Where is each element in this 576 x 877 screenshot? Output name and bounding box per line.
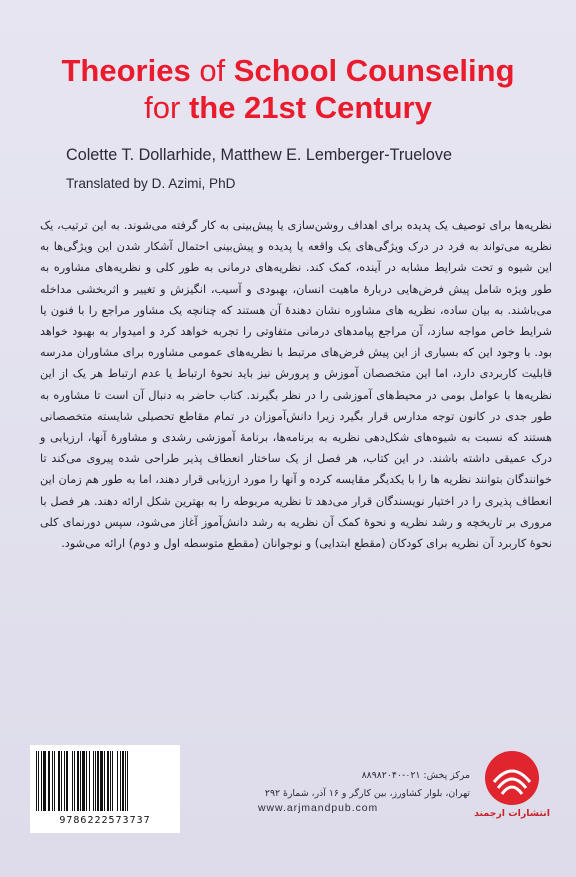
book-title [0, 52, 576, 126]
title-word-of: of [199, 53, 234, 88]
title-word-theories: Theories [61, 53, 200, 88]
isbn-barcode [30, 745, 180, 833]
title-line-1 [0, 52, 576, 89]
publisher-website: www.arjmandpub.com [258, 803, 379, 814]
book-description: نظریه‌ها برای توصیف یک پدیده برای اهداف روشن‌سازی یا پیش‌بینی به کار گرفته می‌شوند. به این ترتیب، یک نظریه می‌تواند به فرد در درک ویژگی‌های یک واقعه یا پدیده و پیش‌بینی احتمال آشکار شدن این ویژگی‌ها به این شیوه و تحت شرایط مشابه در آینده، کمک کند. نظریه‌های درمانی به طور کلی و نظریه‌های مشاوره به طور ویژه شامل پیش فرض‌هایی دربارهٔ ماهیت انسان، بهبودی و آسیب، انگیزش و تغییر و اثربخشی مداخله می‌باشند. به بیان ساده، نظریه های مشاوره نشان دهندهٔ آن هستند که چنانچه یک مشاور مراجع را با فنون یا شرایط خاص مواجه سازد، آن مراجع پیامدهای درمانی متفاوتی را تجربه خواهد کرد و امیدوار به بهبود خواهد بود. با وجود این که بسیاری از این پیش فرض‌های مرتبط با نظریه‌های عمومی مشاوره برای مشاوران مدرسه قابلیت کاربردی دارد، اما این متخصصان آموزش و پرورش نیز باید نحوهٔ ارتباط یا عدم ارتباط هر یک از این نظریه‌ها با عوامل بومی در محیط‌های آموزشی را در نظر بگیرند. کتاب حاضر به دنبال آن است تا مشاوره به طور جدی در کانون توجه مدارس قرار بگیرد زیرا دانش‌آموزان در تمام مقاطع تحصیلی شایسته متخصصانی هستند که نسبت به شیوه‌های شکل‌دهی نظریه به برنامه‌ها، برنامهٔ آموزشی رشدی و مشاورهٔ آنها، ارزیابی و درک عمیقی داشته باشند. در این کتاب، هر فصل از یک ساختار انعطاف پذیر طراحی شده پیروی می‌کند تا خوانندگان بتوانند نظریه ها را با یکدیگر مقایسه کرده و آنها را مورد ارزیابی قرار دهند، اما به طور هم زمان این انعطاف پذیری را در اختیار نویسندگان قرار می‌دهد تا نظریه مربوطه را به بهترین شکل ارائه دهند. هر فصل با مروری بر تاریخچه و رشد نظریه و نحوهٔ کمک آن نظریه به رشد دانش‌آموز آغاز می‌شود، سپس دورنمای کلی نحوهٔ کاربرد آن نظریه برای کودکان (مقطع ابتدایی) و نوجوانان (مقطع متوسطه اول و دوم) ارائه می‌شود. [40, 219, 552, 551]
barcode-bars [36, 751, 174, 811]
translator: Translated by D. Azimi, PhD [66, 176, 236, 191]
title-word-school-counseling: School Counseling [233, 53, 515, 88]
barcode-number: 9786222573737 [59, 815, 151, 826]
publisher-address: تهران، بلوار کشاورز، بین کارگر و ۱۶ آذر، شمارهٔ ۲۹۲ [264, 788, 470, 799]
title-word-for: for [144, 90, 189, 125]
distribution-phone: مرکز پخش: ۰۲۱-۸۸۹۸۲۰۴۰ [361, 770, 470, 781]
barcode-bar [128, 751, 129, 811]
authors: Colette T. Dollarhide, Matthew E. Lemberger-Truelove [66, 146, 452, 164]
title-word-century: the 21st Century [188, 90, 432, 125]
publisher-contact [250, 767, 470, 803]
publisher-logo-icon [482, 748, 542, 808]
title-line-2 [0, 89, 576, 126]
publisher-name: انتشارات ارجمند [474, 808, 550, 819]
